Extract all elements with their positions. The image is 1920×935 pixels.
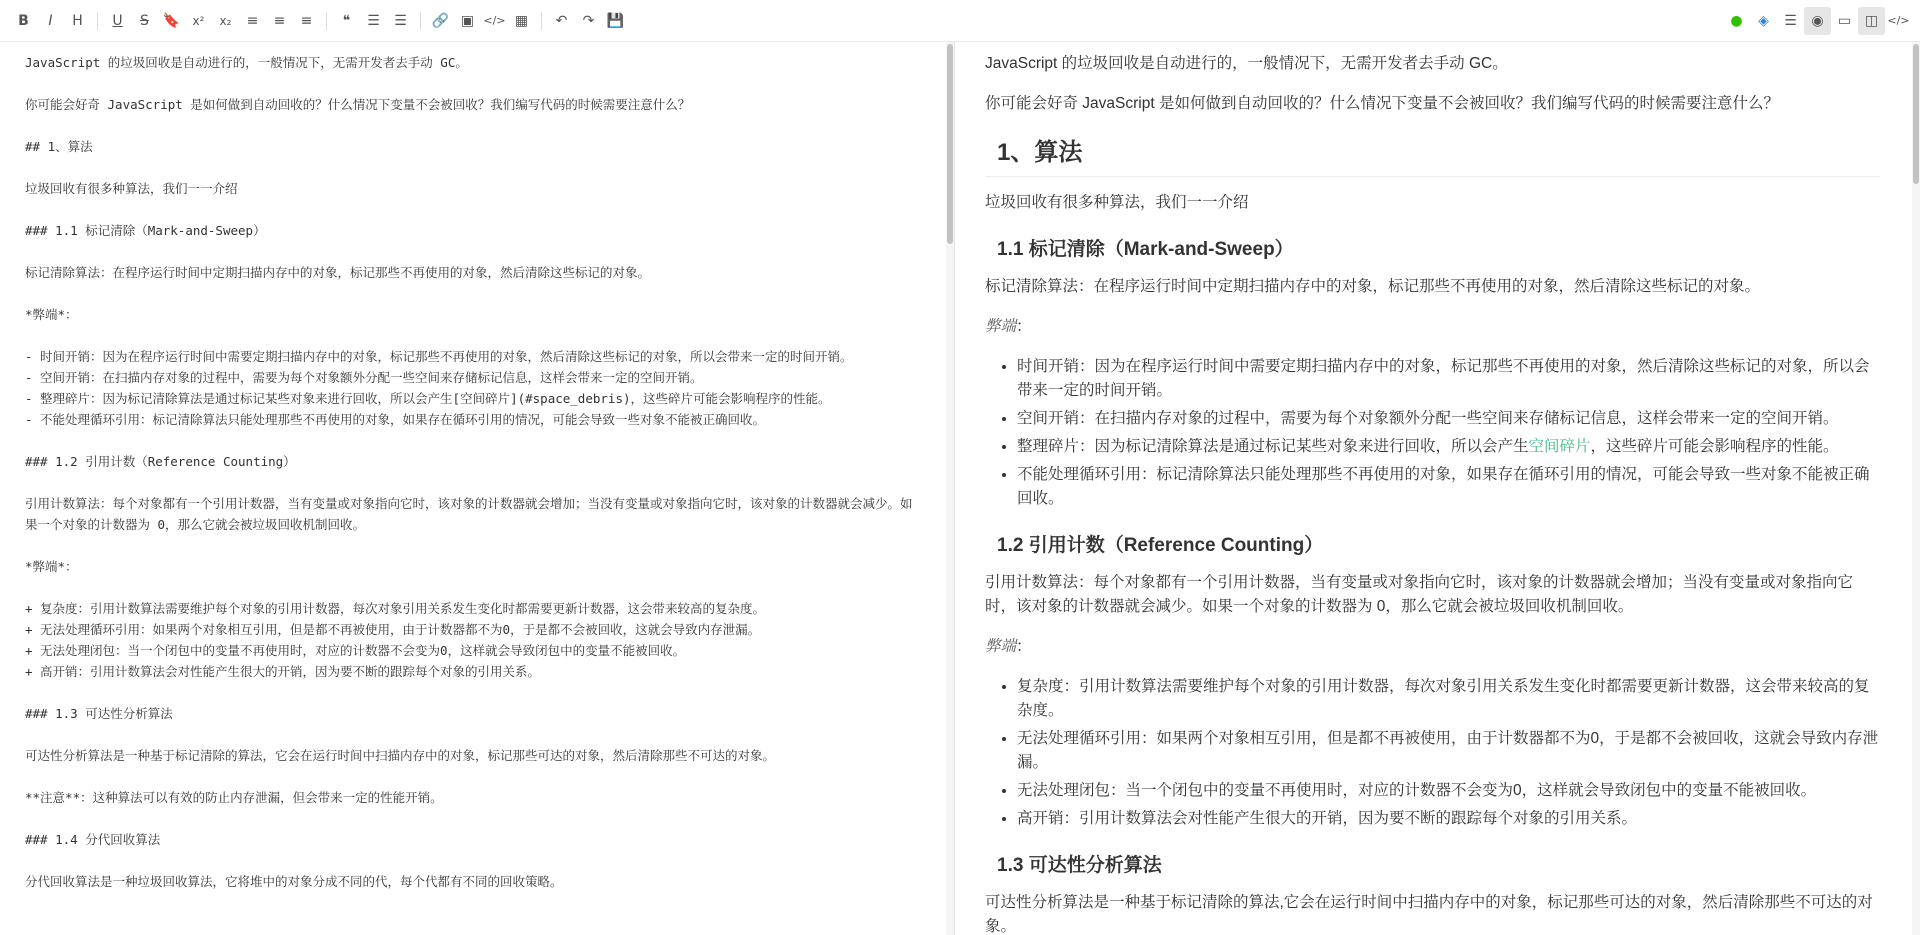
editor-line[interactable]: - 空间开销：在扫描内存对象的过程中，需要为每个对象额外分配一些空间来存储标记信息，这样会带来一定的空间开销。 (25, 370, 703, 385)
editor-line[interactable]: *弊端*： (25, 307, 78, 322)
list-item: • 空间开销：在扫描内存对象的过程中，需要为每个对象额外分配一些空间来存储标记信息，这样会带来一定的空间开销。 (1017, 407, 1880, 431)
redo-icon: ↷ (582, 12, 595, 29)
align-right-icon: ≡ (300, 12, 313, 29)
html-code-button[interactable] (1885, 7, 1912, 35)
list-item: • 不能处理循环引用：标记清除算法只能处理那些不再使用的对象，如果存在循环引用的情况，可能会导致一些对象不能被正确回收。 (1017, 463, 1880, 511)
editor-line[interactable] (25, 115, 922, 136)
editor-line[interactable]: ### 1.3 可达性分析算法 (25, 706, 173, 721)
editor-line[interactable] (25, 472, 922, 493)
editor-line[interactable] (25, 241, 922, 262)
italic-button[interactable] (37, 7, 64, 35)
editor-scrollbar-thumb[interactable] (947, 44, 953, 244)
heading-icon: H (72, 12, 83, 29)
toolbar-right-group (1723, 7, 1912, 35)
ordered-list-icon: ☰ (367, 12, 380, 29)
drawback-colon: ： (1016, 318, 1032, 335)
bookmark-button[interactable] (158, 7, 185, 35)
split-view-icon: ◫ (1864, 12, 1879, 29)
list-item: • 高开销：引用计数算法会对性能产生很大的开销，因为要不断的跟踪每个对象的引用关系。 (1017, 807, 1880, 831)
toolbar-left-group (10, 7, 629, 35)
align-left-icon: ≡ (246, 12, 259, 29)
space-debris-link[interactable]: 空间碎片 (1528, 438, 1591, 455)
preview-paragraph: 引用计数算法：每个对象都有一个引用计数器，当有变量或对象指向它时，该对象的计数器就会增加；当没有变量或对象指向它时，该对象的计数器就会减少。如果一个对象的计数器为 0，那么它就会被垃圾回收机制回收。 (985, 574, 1854, 615)
strikethrough-button[interactable] (131, 7, 158, 35)
drawback-colon: ： (1016, 638, 1032, 655)
editor-line[interactable]: **注意**：这种算法可以有效的防止内存泄漏，但会带来一定的性能开销。 (25, 790, 443, 805)
editor-line[interactable]: ## 1、算法 (25, 139, 93, 154)
markdown-source[interactable] (0, 42, 940, 892)
editor-line[interactable] (25, 808, 922, 829)
layers-icon: ◈ (1758, 12, 1769, 29)
superscript-button[interactable] (185, 7, 212, 35)
window-button[interactable] (1831, 7, 1858, 35)
editor-line[interactable] (25, 199, 922, 220)
list-item (1017, 435, 1880, 459)
editor-line[interactable]: 可达性分析算法是一种基于标记清除的算法，它会在运行时间中扫描内存中的对象，标记那些可达的对象，然后清除那些不可达的对象。 (25, 748, 776, 763)
quote-icon: ❝ (342, 12, 351, 29)
toolbar-separator (420, 12, 421, 30)
editor-line[interactable] (25, 682, 922, 703)
wechat-icon: ● (1730, 12, 1743, 29)
underline-icon: U (112, 12, 123, 29)
preview-paragraph: 垃圾回收有很多种算法，我们一一介绍 (985, 194, 1249, 211)
preview-heading-mark-sweep: 1.1 标记清除（Mark-and-Sweep） (997, 239, 1294, 260)
editor-line[interactable]: + 无法处理循环引用：如果两个对象相互引用，但是都不再被使用，由于计数器都不为0，于是都不会被回收，这就会导致内存泄漏。 (25, 622, 761, 637)
editor-line[interactable]: + 无法处理闭包：当一个闭包中的变量不再使用时，对应的计数器不会变为0，这样就会导致闭包中的变量不能被回收。 (25, 643, 686, 658)
editor-line[interactable]: ### 1.1 标记清除（Mark-and-Sweep） (25, 223, 266, 238)
markdown-editor[interactable] (0, 42, 955, 935)
preview-drawback-label (985, 635, 1880, 659)
bold-button[interactable] (10, 7, 37, 35)
editor-line[interactable] (25, 325, 922, 346)
link-button[interactable] (427, 7, 454, 35)
editor-line[interactable] (25, 724, 922, 745)
preview-drawback-label (985, 315, 1880, 339)
subscript-icon: x₂ (219, 13, 232, 28)
underline-button[interactable] (104, 7, 131, 35)
redo-button[interactable] (575, 7, 602, 35)
align-center-button[interactable] (266, 7, 293, 35)
editor-toolbar (0, 0, 1920, 42)
image-button[interactable] (454, 7, 481, 35)
editor-line[interactable]: - 整理碎片：因为标记清除算法是通过标记某些对象来进行回收，所以会产生[空间碎片](#space_debris)，这些碎片可能会影响程序的性能。 (25, 391, 831, 406)
editor-line[interactable]: ### 1.2 引用计数（Reference Counting） (25, 454, 296, 469)
save-icon: 💾 (606, 12, 625, 29)
preview-content (955, 42, 1910, 935)
subscript-button[interactable] (212, 7, 239, 35)
drawback-em: 弊端 (985, 318, 1017, 335)
preview-paragraph: JavaScript 的垃圾回收是自动进行的，一般情况下，无需开发者去手动 GC。 (985, 55, 1508, 72)
preview-heading-reference-counting: 1.2 引用计数（Reference Counting） (997, 535, 1324, 556)
reference-counting-drawbacks-list (985, 675, 1880, 831)
editor-line[interactable]: 标记清除算法：在程序运行时间中定期扫描内存中的对象，标记那些不再使用的对象，然后清除这些标记的对象。 (25, 265, 651, 280)
editor-line[interactable]: - 时间开销：因为在程序运行时间中需要定期扫描内存中的对象，标记那些不再使用的对象，然后清除这些标记的对象，所以会带来一定的时间开销。 (25, 349, 853, 364)
menu-icon: ☰ (1784, 12, 1797, 29)
preview-scrollbar[interactable] (1912, 42, 1920, 935)
bold-icon: B (18, 12, 29, 29)
align-left-button[interactable] (239, 7, 266, 35)
editor-panes (0, 42, 1920, 935)
editor-line[interactable] (25, 766, 922, 787)
link-icon: 🔗 (431, 12, 450, 29)
editor-line[interactable]: + 高开销：引用计数算法会对性能产生很大的开销，因为要不断的跟踪每个对象的引用关系。 (25, 664, 541, 679)
align-right-button[interactable] (293, 7, 320, 35)
preview-scrollbar-thumb[interactable] (1913, 44, 1919, 184)
superscript-icon: x² (192, 13, 205, 28)
layers-button[interactable] (1750, 7, 1777, 35)
heading-button[interactable] (64, 7, 91, 35)
image-icon: ▣ (460, 12, 475, 29)
list-item-text: ，这些碎片可能会影响程序的性能。 (1590, 438, 1839, 455)
quote-button[interactable] (333, 7, 360, 35)
code-button[interactable] (481, 7, 508, 35)
table-icon: ▦ (514, 12, 529, 29)
editor-line[interactable] (25, 850, 922, 871)
editor-line[interactable]: 你可能会好奇 JavaScript 是如何做到自动回收的？什么情况下变量不会被回收？我们编写代码的时候需要注意什么？ (25, 97, 691, 112)
preview-heading-reachability: 1.3 可达性分析算法 (997, 855, 1162, 876)
editor-line[interactable] (25, 157, 922, 178)
toolbar-separator (326, 12, 327, 30)
markdown-preview (955, 42, 1920, 935)
preview-heading-algorithms: 1、算法 (985, 138, 1880, 177)
wechat-button[interactable] (1723, 7, 1750, 35)
bookmark-icon: 🔖 (162, 12, 181, 29)
list-item: • 无法处理循环引用：如果两个对象相互引用，但是都不再被使用，由于计数器都不为0，于是都不会被回收，这就会导致内存泄漏。 (1017, 727, 1880, 775)
editor-line[interactable]: 分代回收算法是一种垃圾回收算法，它将堆中的对象分成不同的代，每个代都有不同的回收策略。 (25, 874, 563, 889)
editor-line[interactable]: *弊端*： (25, 559, 78, 574)
toolbar-separator (541, 12, 542, 30)
align-center-icon: ≡ (273, 12, 286, 29)
editor-line[interactable]: - 不能处理循环引用：标记清除算法只能处理那些不再使用的对象，如果存在循环引用的情况，可能会导致一些对象不能被正确回收。 (25, 412, 766, 427)
editor-line[interactable] (25, 535, 922, 556)
editor-line[interactable]: + 复杂度：引用计数算法需要维护每个对象的引用计数器，每次对象引用关系发生变化时都需要更新计数器，这会带来较高的复杂度。 (25, 601, 766, 616)
ordered-list-button[interactable] (360, 7, 387, 35)
editor-line[interactable]: JavaScript 的垃圾回收是自动进行的，一般情况下，无需开发者去手动 GC。 (25, 55, 468, 70)
undo-button[interactable] (548, 7, 575, 35)
editor-scrollbar[interactable] (946, 42, 954, 935)
window-icon: ▭ (1837, 12, 1852, 29)
list-item: • 无法处理闭包：当一个闭包中的变量不再使用时，对应的计数器不会变为0，这样就会导致闭包中的变量不能被回收。 (1017, 779, 1880, 803)
list-item: • 时间开销：因为在程序运行时间中需要定期扫描内存中的对象，标记那些不再使用的对象，然后清除这些标记的对象，所以会带来一定的时间开销。 (1017, 355, 1880, 403)
save-button[interactable] (602, 7, 629, 35)
editor-line[interactable]: 引用计数算法：每个对象都有一个引用计数器，当有变量或对象指向它时，该对象的计数器就会增加；当没有变量或对象指向它时，该对象的计数器就会减少。如果一个对象的计数器为 0，那么它就会被垃圾回收机制回收。 (25, 496, 913, 532)
preview-paragraph: 你可能会好奇 JavaScript 是如何做到自动回收的？什么情况下变量不会被回收？我们编写代码的时候需要注意什么？ (985, 95, 1779, 112)
editor-line[interactable] (25, 283, 922, 304)
list-item: • 复杂度：引用计数算法需要维护每个对象的引用计数器，每次对象引用关系发生变化时都需要更新计数器，这会带来较高的复杂度。 (1017, 675, 1880, 723)
undo-icon: ↶ (555, 12, 568, 29)
list-item-text: 整理碎片：因为标记清除算法是通过标记某些对象来进行回收，所以会产生 (1017, 438, 1529, 455)
editor-line[interactable]: 垃圾回收有很多种算法，我们一一介绍 (25, 181, 238, 196)
menu-button[interactable] (1777, 7, 1804, 35)
preview-paragraph: 可达性分析算法是一种基于标记清除的算法,它会在运行时间中扫描内存中的对象，标记那些可达的对象，然后清除那些不可达的对象。 (985, 894, 1873, 935)
editor-line[interactable] (25, 577, 922, 598)
table-button[interactable] (508, 7, 535, 35)
preview-paragraph: 标记清除算法：在程序运行时间中定期扫描内存中的对象，标记那些不再使用的对象，然后清除这些标记的对象。 (985, 278, 1761, 295)
drawback-em: 弊端 (985, 638, 1017, 655)
code-icon: </> (483, 14, 506, 27)
mark-sweep-drawbacks-list (985, 355, 1880, 511)
editor-line[interactable]: ### 1.4 分代回收算法 (25, 832, 161, 847)
preview-toggle-icon: ◉ (1811, 12, 1824, 29)
editor-line[interactable] (25, 73, 922, 94)
toolbar-separator (97, 12, 98, 30)
italic-icon: I (48, 12, 53, 29)
split-view-button[interactable] (1858, 7, 1885, 35)
unordered-list-icon: ☰ (394, 12, 407, 29)
unordered-list-button[interactable] (387, 7, 414, 35)
html-code-icon: </> (1887, 14, 1910, 27)
preview-toggle-button[interactable] (1804, 7, 1831, 35)
editor-line[interactable] (25, 430, 922, 451)
strikethrough-icon: S (140, 12, 149, 29)
